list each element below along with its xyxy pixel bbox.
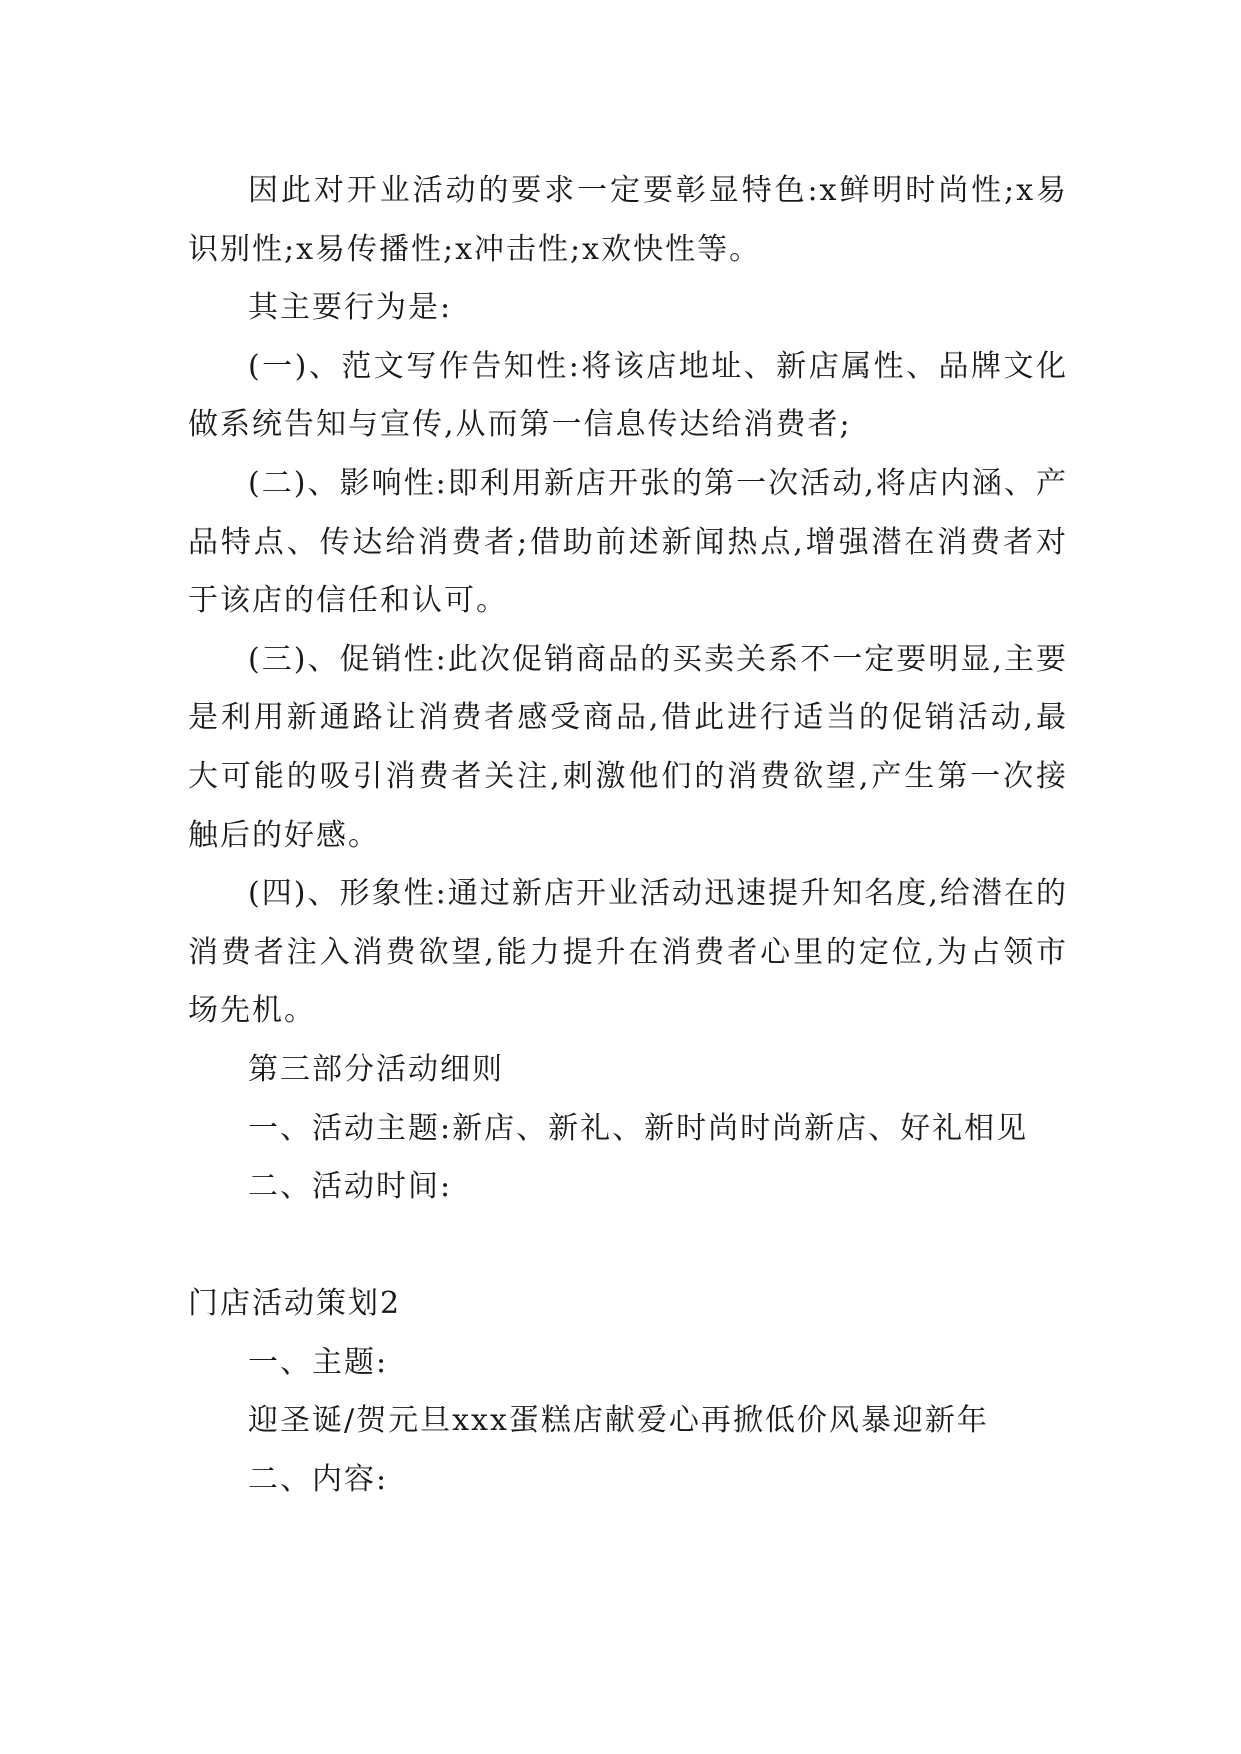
paragraph-item-2: (二)、影响性:即利用新店开张的第一次活动,将店内涵、产品特点、传达给消费者;借助前述新闻热点,增强潜在消费者对于该店的信任和认可。 [188, 465, 1068, 619]
paragraph-activity-theme: 一、活动主题:新店、新礼、新时尚时尚新店、好礼相见 [248, 1110, 1029, 1146]
paragraph-content-label: 二、内容: [248, 1462, 389, 1498]
section-gap [188, 1217, 1068, 1276]
paragraph-main-behaviors: 其主要行为是: [248, 290, 453, 326]
paragraph-requirements: 因此对开业活动的要求一定要彰显特色:x鲜明时尚性;x易识别性;x易传播性;x冲击性;x欢快性等。 [188, 173, 1068, 267]
document-body [188, 162, 1068, 1510]
paragraph-activity-time: 二、活动时间: [248, 1169, 453, 1205]
paragraph-theme-text: 迎圣诞/贺元旦xxx蛋糕店献爱心再掀低价风暴迎新年 [248, 1403, 989, 1439]
paragraph-item-3: (三)、促销性:此次促销商品的买卖关系不一定要明显,主要是利用新通路让消费者感受商品,借此进行适当的促销活动,最大可能的吸引消费者关注,刺激他们的消费欲望,产生第一次接触后的好感。 [188, 641, 1068, 853]
section-title: 门店活动策划2 [188, 1286, 402, 1322]
paragraph-item-1: (一)、范文写作告知性:将该店地址、新店属性、品牌文化做系统告知与宣传,从而第一信息传达给消费者; [188, 348, 1068, 443]
paragraph-part3-heading: 第三部分活动细则 [248, 1051, 504, 1087]
paragraph-item-4: (四)、形象性:通过新店开业活动迅速提升知名度,给潜在的消费者注入消费欲望,能力提升在消费者心里的定位,为占领市场先机。 [188, 876, 1068, 1029]
paragraph-theme-label: 一、主题: [248, 1344, 389, 1380]
